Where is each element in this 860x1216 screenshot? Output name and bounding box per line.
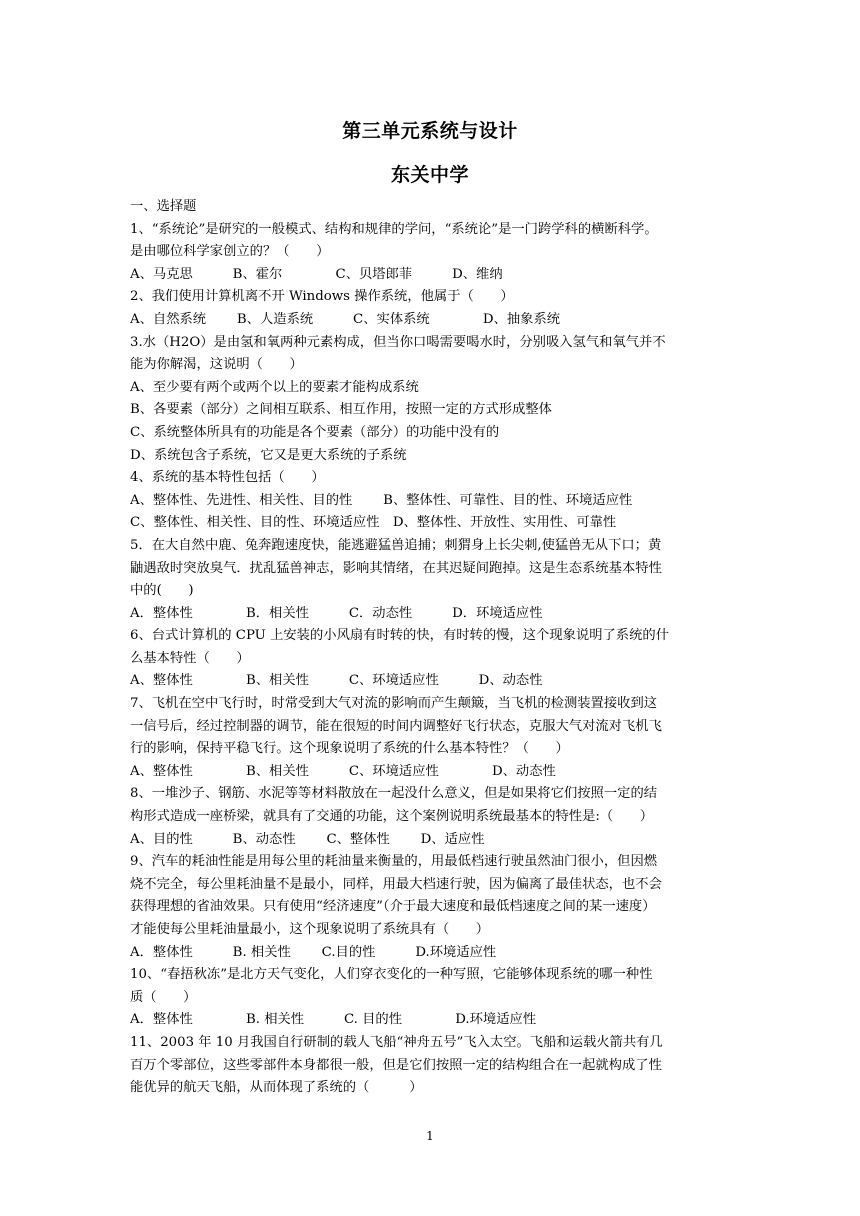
text-line: B、各要素（部分）之间相互联系、相互作用，按照一定的方式形成整体 — [130, 402, 552, 418]
text-line: A、至少要有两个或两个以上的要素才能构成系统 — [130, 379, 419, 395]
text-line: 行的影响，保持平稳飞行。这个现象说明了系统的什么基本特性？（ ） — [130, 741, 569, 757]
text-line: 中的( ) — [130, 583, 194, 599]
text-line: 质（ ） — [130, 989, 197, 1005]
text-line: 百万个零部位，这些零部件本身都很一般，但是它们按照一定的结构组合在一起就构成了性 — [130, 1057, 662, 1073]
text-line: 6、台式计算机的 CPU 上安装的小风扇有时转的快，有时转的慢，这个现象说明了系统的什 — [130, 628, 669, 644]
text-line: 鼬遇敌时突放臭气．扰乱猛兽神志，影响其情绪，在其迟疑间跑掉。这是生态系统基本特性 — [130, 560, 662, 576]
text-line: 4、系统的基本特性包括（ ） — [130, 470, 325, 486]
text-line: 能为你解渴，这说明（ ） — [130, 357, 303, 373]
text-line: 10、“春捂秋冻”是北方天气变化，人们穿衣变化的一种写照，它能够体现系统的哪一种性 — [130, 967, 653, 983]
text-line: A、自然系统 B、人造系统 C、实体系统 D、抽象系统 — [130, 311, 561, 327]
text-line: C、系统整体所具有的功能是各个要素（部分）的功能中没有的 — [130, 424, 500, 440]
text-line: 9、汽车的耗油性能是用每公里的耗油量来衡量的，用最低档速行驶虽然油门很小，但因燃 — [130, 854, 658, 870]
text-line: A．整体性 B. 相关性 C. 目的性 D.环境适应性 — [130, 1012, 537, 1028]
question-body — [130, 196, 734, 1100]
text-line: 8、一堆沙子、钢筋、水泥等等材料散放在一起没什么意义，但是如果将它们按照一定的结 — [130, 786, 658, 802]
text-line: C、整体性、相关性、目的性、环境适应性 D、整体性、开放性、实用性、可靠性 — [130, 515, 617, 531]
text-line: 烧不完全，每公里耗油量不是最小，同样，用最大档速行驶，因为偏离了最佳状态，也不会 — [130, 876, 662, 892]
text-line: 构形式造成一座桥梁，就具有了交通的功能，这个案例说明系统最基本的特性是:（ ） — [130, 809, 654, 825]
text-line: A、马克思 B、霍尔 C、贝塔郎菲 D、维纳 — [130, 266, 503, 282]
text-line: A、整体性 B、相关性 C、环境适应性 D、动态性 — [130, 763, 556, 779]
text-line: 11、2003 年 10 月我国自行研制的载人飞船“神舟五号”飞入太空。飞船和运载火箭共有几 — [130, 1034, 663, 1050]
text-line: 获得理想的省油效果。只有使用“经济速度”（介于最大速度和最低档速度之间的某一速度） — [130, 899, 656, 915]
school-name: 东关中学 — [390, 164, 469, 186]
document-title: 第三单元系统与设计 — [342, 120, 518, 142]
text-line: 一、选择题 — [130, 199, 197, 214]
text-line: A、整体性、先进性、相关性、目的性 B、整体性、可靠性、目的性、环境适应性 — [130, 492, 633, 508]
text-line: 能优异的航天飞船，从而体现了系统的（ ） — [130, 1080, 423, 1096]
text-line: 2、我们使用计算机离不开 Windows 操作系统，他属于（ ） — [130, 289, 514, 305]
text-line: 3.水（H2O）是由氢和氧两种元素构成，但当你口喝需要喝水时，分别吸入氢气和氧气并不 — [130, 334, 666, 350]
text-line: 么基本特性（ ） — [130, 650, 250, 666]
page-number: 1 — [426, 1129, 434, 1143]
text-line: A、目的性 B、动态性 C、整体性 D、适应性 — [130, 831, 485, 847]
text-line: A、整体性 B、相关性 C、环境适应性 D、动态性 — [130, 673, 543, 689]
text-line: 才能使每公里耗油量最小，这个现象说明了系统具有（ ） — [130, 922, 490, 937]
text-line: D、系统包含子系统，它又是更大系统的子系统 — [130, 447, 407, 463]
text-line: 一信号后，经过控制器的调节，能在很短的时间内调整好飞行状态，克服大气对流对飞机飞 — [130, 718, 662, 734]
text-line: A．整体性 B．相关性 C．动态性 D．环境适应性 — [130, 605, 543, 621]
text-line: 1、“系统论”是研究的一般模式、结构和规律的学问，“系统论”是一门跨学科的横断科学。 — [130, 221, 658, 237]
text-line: 5．在大自然中鹿、兔奔跑速度快，能逃避猛兽追捕；刺猬身上长尖刺,使猛兽无从下口；黄 — [130, 537, 662, 553]
text-line: A．整体性 B. 相关性 C.目的性 D.环境适应性 — [130, 944, 497, 960]
text-line: 7、飞机在空中飞行时，时常受到大气对流的影响而产生颠簸，当飞机的检测装置接收到这 — [130, 696, 658, 712]
text-line: 是由哪位科学家创立的？（ ） — [130, 244, 330, 260]
